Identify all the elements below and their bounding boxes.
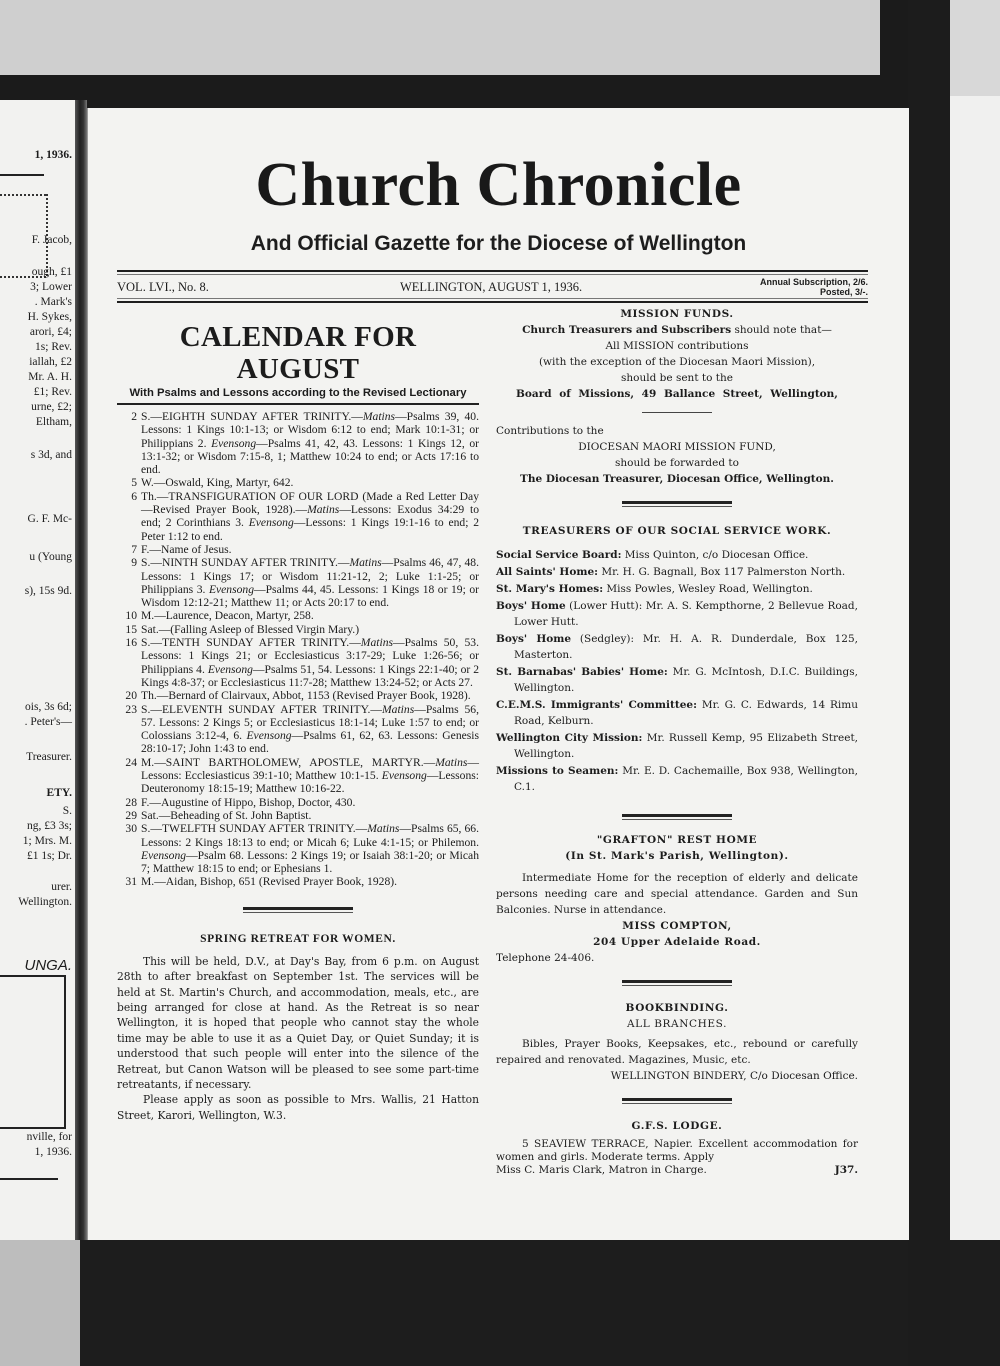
calendar-entry [117, 875, 479, 888]
calendar-title: CALENDAR FOR AUGUST [179, 321, 417, 385]
calendar-entry [117, 756, 479, 796]
dateline: WELLINGTON, AUGUST 1, 1936. [400, 280, 583, 294]
mission-funds-address: Board of Missions, 49 Ballance Street, Wellington, [516, 388, 838, 400]
treasurer-org: Wellington City Mission: [496, 732, 643, 744]
calendar-entry [117, 543, 479, 556]
calendar-entry [117, 636, 479, 689]
calendar-text: F.—Name of Jesus. [141, 542, 232, 556]
mission-funds-address: The Diocesan Treasurer, Diocesan Office, Wellington. [520, 473, 834, 485]
volume-number: VOL. LVI., No. 8. [117, 280, 209, 294]
retreat-paragraph: Please apply as soon as possible to Mrs. Wallis, 21 Hatton Street, Karori, Wellington, W.3. [117, 1093, 479, 1122]
prev-page-text: nville, for [26, 1131, 72, 1143]
issue-rule [117, 301, 868, 303]
mission-funds-line: should be sent to the [621, 372, 733, 384]
treasurer-entry [496, 763, 858, 795]
gfs-contact-row [496, 1164, 858, 1177]
scan-border-right [908, 0, 950, 1366]
prev-page-text: 3; Lower [30, 281, 72, 293]
calendar-text: M.—Laurence, Deacon, Martyr, 258. [141, 609, 314, 623]
bookbinding-heading: BOOKBINDING. [625, 1002, 729, 1014]
gfs-heading: G.F.S. LODGE. [631, 1120, 723, 1132]
treasurer-entry [496, 664, 858, 696]
treasurer-contact: (Sedgley): Mr. H. A. R. Dunderdale, Box 125, Masterton. [514, 633, 858, 661]
prev-page-text: ough, £1 [31, 266, 72, 278]
calendar-entry [117, 703, 479, 756]
treasurer-entry [496, 547, 858, 563]
treasurer-contact: Mr. E. D. Cachemaille, Box 938, Wellington, C.1. [514, 765, 858, 793]
scan-border-top [0, 0, 1000, 108]
calendar-text: W.—Oswald, King, Martyr, 642. [141, 476, 294, 490]
grafton-contact-name: MISS COMPTON, [622, 920, 732, 932]
calendar-entry [117, 609, 479, 622]
treasurer-contact: Miss Powles, Wesley Road, Wellington. [603, 583, 813, 595]
calendar-text: F.—Augustine of Hippo, Bishop, Doctor, 430. [141, 795, 356, 809]
calendar-text: S.—TWELFTH SUNDAY AFTER TRINITY.—Matins—Psalms 65, 66. Lessons: 2 Kings 18:13 to end; or Micah 6; Luke 4:1-15; or Philemon. Evensong—Psalm 68. Lessons: 2 Kings 19; or Isaiah 38:1-20; or Micah 7; Matthew 18:15 to end; or Ephesians 1. [141, 822, 479, 876]
dotted-border [0, 194, 46, 196]
calendar-day: 10 [125, 609, 137, 623]
treasurer-org: All Saints' Home: [496, 566, 599, 578]
masthead-title: Church Chronicle [255, 151, 742, 219]
calendar-entry [117, 476, 479, 489]
calendar-text: Th.—Bernard of Clairvaux, Abbot, 1153 (Revised Prayer Book, 1928). [141, 689, 471, 703]
calendar-day: 20 [125, 689, 137, 703]
treasurer-contact: Mr. H. G. Bagnall, Box 117 Palmerston North. [598, 566, 846, 578]
calendar-text: S.—NINTH SUNDAY AFTER TRINITY.—Matins—Psalms 46, 47, 48. Lessons: 1 Kings 17; or Wisdom 11:21-12, 2; Luke 1:1-25; or Philippians 3. Evensong—Psalms 44, 45. Lessons: 1 Kings 18 or 19; or Wisdom 12:12-21; Matthew 11; or Acts 20:17 to end. [141, 556, 479, 610]
prev-page-text: S. [62, 805, 72, 817]
treasurer-contact: Mr. G. C. Edwards, 14 Rimu Road, Kelburn. [514, 699, 858, 727]
calendar-day: 30 [125, 822, 137, 836]
mission-funds-line: Contributions to the [496, 425, 604, 437]
prev-page-text: Mr. A. H. [28, 371, 72, 383]
mission-funds-line: All MISSION contributions [605, 340, 749, 352]
treasurer-org: St. Barnabas' Babies' Home: [496, 666, 668, 678]
scan-background [945, 0, 1000, 96]
scan-border-bottom [0, 1240, 1000, 1366]
prev-page-date: 1, 1936. [34, 149, 72, 161]
grafton-address: 204 Upper Adelaide Road. [593, 936, 761, 948]
prev-page-text: u (Young [29, 551, 72, 563]
treasurer-org: Social Service Board: [496, 549, 622, 561]
calendar-day: 5 [131, 476, 137, 490]
mission-funds-line: should be forwarded to [615, 457, 739, 469]
retreat-heading: SPRING RETREAT FOR WOMEN. [200, 932, 396, 945]
calendar-entry [117, 689, 479, 702]
mission-funds-heading: MISSION FUNDS. [620, 308, 734, 320]
calendar-day: 2 [131, 410, 137, 423]
retreat-article [117, 954, 479, 1123]
prev-page-text: urer. [51, 881, 72, 893]
calendar-day: 23 [125, 702, 137, 716]
prev-page-text: arori, £4; [29, 326, 72, 338]
grafton-telephone: Telephone 24-406. [496, 952, 595, 964]
mission-funds-line: Church Treasurers and Subscribers should note that— [522, 324, 832, 336]
prev-page-text: ng, £3 3s; [26, 820, 72, 832]
calendar-list [117, 410, 479, 889]
prev-page-text: . Peter's— [24, 716, 72, 728]
divider [117, 403, 479, 405]
calendar-day: 29 [125, 808, 137, 822]
treasurer-entry [496, 564, 858, 580]
advert-box [0, 975, 66, 1129]
masthead-subtitle: And Official Gazette for the Diocese of Wellington [250, 232, 747, 255]
calendar-text: M.—Aidan, Bishop, 651 (Revised Prayer Book, 1928). [141, 875, 398, 889]
calendar-subtitle: With Psalms and Lessons according to the Revised Lectionary [129, 387, 467, 399]
subscription-info: Annual Subscription, 2/6. Posted, 3/-. [759, 277, 868, 297]
next-page-edge [950, 96, 1000, 1240]
treasurer-org: Boys' Home [496, 600, 566, 612]
calendar-text: S.—TENTH SUNDAY AFTER TRINITY.—Matins—Psalms 50, 53. Lessons: 1 Kings 21; or Ecclesiasticus 3:17-29; Luke 1:26-56; or Philippians 4. Evensong—Psalms 51, 54. Lessons: 1 Kings 22:1-40; or 2 Kings 4:8-37; or Ecclesiasticus 11:7-28; Matthew 13:24-52; or Acts 27. [141, 636, 479, 689]
issue-rule [117, 298, 868, 299]
section-divider [243, 907, 353, 913]
calendar-entry [117, 623, 479, 636]
prev-page-text: s), 15s 9d. [24, 585, 72, 597]
prev-page-text: H. Sykes, [27, 311, 72, 323]
bookbinding-signoff: WELLINGTON BINDERY, C/o Diocesan Office. [610, 1070, 858, 1082]
prev-page-text: urne, £2; [31, 401, 72, 413]
prev-page-text: 1; Mrs. M. [22, 835, 72, 847]
treasurer-org: C.E.M.S. Immigrants' Committee: [496, 699, 697, 711]
treasurer-org: Missions to Seamen: [496, 765, 619, 777]
calendar-day: 24 [125, 755, 137, 769]
gfs-contact: Miss C. Maris Clark, Matron in Charge. [496, 1164, 707, 1176]
prev-page-text: G. F. Mc- [27, 513, 72, 525]
prev-page-text: Treasurer. [26, 751, 72, 763]
mission-funds-line: DIOCESAN MAORI MISSION FUND, [578, 441, 776, 453]
divider [642, 412, 712, 413]
grafton-body: Intermediate Home for the reception of elderly and delicate persons needing care and special attendance. Garden and Sun Balconies. Nurse in attendance. [496, 872, 858, 916]
calendar-text: S.—ELEVENTH SUNDAY AFTER TRINITY.—Matins—Psalms 56, 57. Lessons: 2 Kings 5; or Ecclesiasticus 18:1-14; Luke 1:57 to end; or Colossians 3:12-4, 6. Evensong—Psalms 61, 62, 63. Lessons: Genesis 28:10-17; John 1:43 to end. [141, 702, 480, 756]
treasurer-contact: (Lower Hutt): Mr. A. S. Kempthorne, 2 Bellevue Road, Lower Hutt. [514, 600, 858, 628]
treasurer-entry [496, 730, 858, 762]
bookbinding-subheading: ALL BRANCHES. [626, 1018, 728, 1030]
masthead-rule [117, 270, 868, 272]
prev-page-text: . Mark's [34, 296, 72, 308]
retreat-paragraph: This will be held, D.V., at Day's Bay, from 6 p.m. on August 28th to after breakfast on September 1st. The services will be held at St. Martin's Church, and accommodation, meals, etc., are being arranged for close at hand. As the Retreat is so near Wellington, it is hoped that people who cannot stay the whole time may be able to use it as a Quiet Day, or Quiet Sunday; it is understood that such people will enter into the silence of the Retreat, but Canon Watson will be pleased to see some part-time retreatants, if necessary. [117, 954, 479, 1091]
treasurers-heading: TREASURERS OF OUR SOCIAL SERVICE WORK. [522, 525, 832, 537]
prev-page-text: ois, 3s 6d; [25, 701, 72, 713]
calendar-entry [117, 809, 479, 822]
calendar-entry [117, 556, 479, 609]
calendar-day: 9 [131, 556, 137, 570]
masthead-rule [117, 274, 868, 275]
calendar-day: 31 [125, 875, 137, 889]
calendar-text: S.—EIGHTH SUNDAY AFTER TRINITY.—Matins—Psalms 39, 40. Lessons: 1 Kings 10:1-13; or Wisdom 6:12 to end; Mark 10:1-31; or Philippians 2. Evensong—Psalms 41, 42, 43. Lessons: 1 Kings 12, or 13:1-32; or Wisdom 7:15-8, 1; Matthew 10:24 to end; or Acts 17:16 to end. [141, 410, 480, 477]
calendar-entry [117, 410, 479, 476]
calendar-day: 16 [125, 636, 137, 650]
gfs-body: 5 SEAVIEW TERRACE, Napier. Excellent accommodation for women and girls. Moderate terms. Apply [496, 1138, 858, 1163]
prev-page-text: F. Jacob, [31, 234, 72, 246]
prev-page-text: iallah, £2 [29, 356, 72, 368]
calendar-text: Sat.—Beheading of St. John Baptist. [141, 808, 312, 822]
prev-page-text: 1, 1936. [34, 1146, 72, 1158]
treasurer-org: Boys' Home [496, 633, 572, 645]
calendar-entry [117, 490, 479, 543]
treasurer-contact: Mr. Russell Kemp, 95 Elizabeth Street, Wellington. [514, 732, 859, 760]
calendar-day: 28 [125, 795, 137, 809]
calendar-text: M.—SAINT BARTHOLOMEW, APOSTLE, MARTYR.—Matins—Lessons: Ecclesiasticus 39:1-10; Matthew 10:1-15. Evensong—Lessons: Deuteronomy 18:15-19; Matthew 10:16-22. [141, 755, 479, 796]
newspaper-page [87, 108, 909, 1240]
bookbinding-body: Bibles, Prayer Books, Keepsakes, etc., rebound or carefully repaired and renovated. Magazines, Music, etc. [496, 1038, 858, 1066]
prev-page-text: Eltham, [35, 416, 72, 428]
mission-funds-line: (with the exception of the Diocesan Maori Mission), [538, 356, 816, 368]
treasurer-contact: Mr. G. McIntosh, D.I.C. Buildings, Wellington. [514, 666, 858, 694]
prev-page-text: s 3d, and [30, 449, 72, 461]
divider [0, 174, 44, 176]
right-column [496, 306, 858, 1177]
prev-page-text: £1; Rev. [33, 386, 72, 398]
treasurer-entry [496, 697, 858, 729]
treasurer-entry [496, 581, 858, 597]
left-column [117, 321, 479, 1123]
prev-page-text: £1 1s; Dr. [26, 850, 72, 862]
page-gutter [75, 100, 87, 1240]
calendar-text: Th.—TRANSFIGURATION OF OUR LORD (Made a Red Letter Day—Revised Prayer Book, 1928).—Matins—Lessons: Exodus 34:29 to end; 2 Corinthians 3. Evensong—Lessons: 1 Kings 19:1-16 to end; 2 Peter 1:12 to end. [141, 489, 480, 543]
treasurers-list [496, 547, 858, 795]
grafton-subheading: (In St. Mark's Parish, Wellington). [565, 850, 789, 862]
treasurer-entry [496, 598, 858, 630]
scan-shadow [80, 1240, 1000, 1366]
prev-page-text: UNGA. [24, 957, 72, 974]
calendar-day: 15 [125, 622, 137, 636]
calendar-day: 7 [131, 542, 137, 556]
scan-background [0, 0, 880, 75]
treasurer-org: St. Mary's Homes: [496, 583, 604, 595]
prev-page-text: Wellington. [18, 896, 72, 908]
previous-page-edge [0, 100, 78, 1240]
treasurer-entry [496, 631, 858, 663]
issue-bar [117, 277, 868, 297]
grafton-heading: "GRAFTON" REST HOME [596, 834, 758, 846]
calendar-text: Sat.—(Falling Asleep of Blessed Virgin Mary.) [141, 622, 360, 636]
prev-page-text: ETY. [46, 787, 72, 799]
advert-code: J37. [834, 1164, 858, 1176]
calendar-entry [117, 822, 479, 875]
treasurer-contact: Miss Quinton, c/o Diocesan Office. [621, 549, 809, 561]
calendar-entry [117, 796, 479, 809]
calendar-day: 6 [131, 489, 137, 503]
prev-page-text: 1s; Rev. [35, 341, 72, 353]
divider [0, 1178, 58, 1180]
